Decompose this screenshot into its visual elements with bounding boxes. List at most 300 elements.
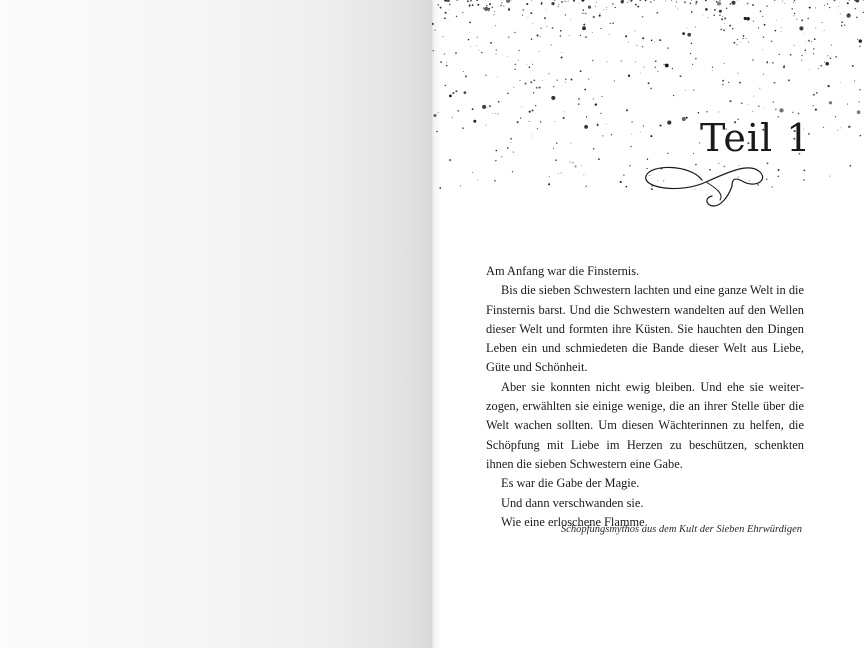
ink-dot [592, 32, 593, 33]
ink-dot [575, 166, 577, 168]
ink-dot [607, 61, 608, 62]
ink-dot [724, 17, 726, 19]
ink-dot [841, 25, 842, 26]
ink-dot [766, 62, 767, 63]
ink-dot [691, 43, 692, 44]
ink-dot [827, 3, 829, 5]
ink-dot [796, 19, 797, 20]
ink-dot [620, 181, 622, 183]
ink-dot [581, 165, 582, 166]
ink-dot [494, 11, 495, 12]
ink-dot [528, 17, 529, 18]
ink-dot [537, 128, 538, 129]
ink-dot [444, 53, 445, 54]
ink-dot [593, 148, 594, 149]
ink-dot [501, 2, 502, 3]
ink-dot [595, 103, 597, 105]
ink-dot [564, 111, 565, 112]
ink-dot [449, 9, 450, 10]
ink-dot [695, 27, 696, 28]
ink-dot [584, 89, 586, 91]
ink-dot [498, 101, 500, 103]
ink-dot [600, 13, 601, 14]
ink-dot [593, 16, 595, 18]
ink-dot [565, 14, 567, 16]
ink-dot [724, 23, 725, 24]
ink-dot [490, 42, 492, 44]
ink-dot [582, 13, 584, 15]
ink-dot [805, 50, 807, 52]
ink-dot [473, 120, 476, 123]
ink-dot [775, 30, 777, 32]
ink-dot [477, 37, 478, 38]
ink-dot [457, 110, 458, 111]
ink-dot [835, 116, 836, 117]
ink-dot [535, 105, 536, 106]
ink-dot [486, 5, 487, 6]
ink-dot [536, 34, 538, 36]
ink-dot [657, 71, 658, 72]
ink-dot [531, 38, 532, 39]
ink-dot [440, 61, 442, 63]
ink-dot [635, 31, 636, 32]
ink-dot [470, 46, 471, 47]
ink-dot [580, 35, 581, 36]
ink-dot [637, 6, 639, 8]
ink-dot [809, 69, 810, 70]
ink-dot [631, 134, 632, 135]
ink-dot [609, 34, 610, 35]
ink-dot [623, 174, 624, 175]
ink-dot [447, 0, 450, 2]
ink-dot [764, 24, 766, 26]
ink-dot [730, 3, 731, 4]
ink-dot [813, 105, 814, 106]
ink-dot [561, 1, 563, 3]
ink-dot [642, 16, 644, 18]
ink-dot [687, 28, 688, 29]
ink-dot [615, 7, 616, 8]
ink-dot [529, 121, 530, 122]
ink-dot [719, 10, 722, 13]
ink-dot [672, 68, 673, 69]
ink-dot [815, 109, 817, 111]
ink-dot [766, 5, 768, 7]
ink-dot [463, 71, 464, 72]
ink-dot [476, 0, 478, 1]
ink-dot [548, 183, 550, 185]
ink-dot [606, 9, 607, 10]
ink-dot [825, 62, 829, 66]
ink-dot [555, 121, 556, 122]
ink-dot [695, 58, 696, 59]
ink-dot [639, 0, 641, 1]
ink-dot [449, 4, 451, 6]
ink-dot [621, 60, 622, 61]
ink-dot [625, 35, 627, 37]
ink-dot [840, 13, 841, 14]
ink-dot [737, 39, 738, 40]
ink-dot [531, 0, 532, 1]
ink-dot [635, 61, 636, 62]
ink-dot [783, 65, 785, 67]
ink-dot [791, 8, 793, 10]
ink-dot [759, 88, 760, 89]
ink-dot [718, 112, 719, 113]
ink-dot [763, 36, 765, 38]
paragraph: Wie eine erloschene Flamme. [501, 514, 648, 529]
ink-dot [436, 131, 437, 132]
ink-dot [648, 82, 650, 84]
ink-dot [465, 75, 467, 77]
ink-dot [444, 0, 447, 2]
ink-dot [726, 8, 727, 9]
ink-dot [799, 26, 803, 30]
ink-dot [685, 90, 686, 91]
ink-dot [722, 16, 723, 17]
ink-dot [606, 7, 607, 8]
ink-dot [551, 96, 555, 100]
ink-dot [581, 0, 584, 2]
ink-dot [469, 4, 470, 5]
ink-dot [682, 117, 686, 121]
ink-dot [434, 114, 437, 117]
ink-dot [824, 61, 825, 62]
ink-dot [803, 33, 804, 34]
ink-dot [844, 24, 845, 25]
ink-dot [721, 18, 723, 20]
ink-dot [856, 17, 858, 19]
ink-dot [565, 79, 567, 81]
ink-dot [775, 109, 777, 111]
ink-dot [790, 54, 792, 56]
ink-dot [483, 9, 484, 10]
ink-dot [793, 2, 794, 3]
ink-dot [695, 3, 696, 4]
ink-dot [444, 17, 446, 19]
ink-dot [629, 165, 631, 167]
ink-dot [696, 1, 698, 3]
ink-dot [673, 95, 674, 96]
ink-dot [606, 124, 607, 125]
ink-dot [539, 86, 541, 88]
ink-dot [498, 6, 499, 7]
ink-dot [805, 52, 806, 53]
ink-dot [541, 4, 542, 5]
ink-dot [643, 67, 644, 68]
ink-dot [558, 173, 559, 174]
ink-dot [815, 27, 816, 28]
ink-dot [472, 172, 473, 173]
ink-dot [650, 1, 652, 3]
ink-dot [655, 60, 657, 62]
ink-dot [628, 42, 629, 43]
ink-dot [841, 21, 843, 23]
ink-dot [434, 30, 435, 31]
ink-dot [781, 31, 782, 32]
ink-dot [508, 37, 509, 38]
ink-dot [552, 27, 554, 29]
ink-dot [507, 92, 509, 94]
ink-dot [831, 44, 832, 45]
ink-dot [602, 135, 603, 136]
ink-dot [508, 8, 509, 9]
ink-dot [784, 3, 785, 4]
ink-dot [529, 111, 531, 113]
ink-dot [859, 39, 862, 42]
ink-dot [857, 39, 858, 40]
ink-dot [667, 47, 669, 49]
ink-dot [432, 23, 434, 25]
ink-dot [630, 146, 631, 147]
ink-dot [526, 3, 528, 5]
ink-dot [753, 20, 754, 21]
ink-dot [515, 64, 517, 66]
ink-dot [541, 2, 543, 4]
ink-dot [840, 82, 841, 83]
ink-dot [762, 49, 763, 50]
paragraph: Aber sie konnten nicht ewig bleiben. Und ehe sie weiterzogen, erwählten sie einige wenige, die an ihrer Stelle über die Welt wachen sollten. Um diesen Wächterinnen zu helfen, die Schöpfung mit Liebe im Herzen zu beschützen, schenkten ihnen die sieben Schwestern eine Gabe. [486, 379, 804, 471]
ink-dot [782, 1, 783, 2]
ink-dot [698, 112, 700, 114]
ink-dot [592, 60, 593, 61]
ink-dot [820, 65, 822, 67]
ink-dot [519, 80, 520, 81]
ink-dot [495, 25, 496, 26]
ink-dot [612, 3, 614, 5]
ink-dot [544, 17, 546, 19]
ink-dot [456, 0, 458, 1]
ink-dot [714, 9, 716, 11]
ink-dot [507, 147, 509, 149]
ink-dot [521, 106, 522, 107]
ink-dot [446, 62, 447, 63]
ink-dot [682, 32, 685, 35]
ink-dot [804, 170, 806, 172]
ink-dot [692, 64, 693, 65]
ink-dot [642, 37, 644, 39]
ink-dot [560, 30, 562, 32]
ink-dot [533, 23, 534, 24]
ink-dot [551, 2, 554, 5]
ink-dot [747, 104, 748, 105]
ink-dot [743, 38, 744, 39]
ink-dot [712, 70, 713, 71]
ink-dot [482, 105, 486, 109]
ink-dot [716, 1, 718, 3]
ink-dot [597, 124, 599, 126]
ink-dot [667, 121, 671, 125]
ink-dot [610, 23, 611, 24]
ink-dot [746, 17, 750, 21]
ink-dot [464, 91, 467, 94]
ink-dot [815, 7, 816, 8]
ink-dot [702, 15, 703, 16]
ink-dot [764, 107, 765, 108]
ink-dot [818, 68, 819, 69]
ink-dot [495, 113, 496, 114]
ink-dot [469, 22, 471, 24]
ink-dot [654, 41, 655, 42]
ink-dot [747, 3, 749, 5]
ink-dot [640, 132, 641, 133]
ink-dot [680, 75, 682, 77]
ink-dot [739, 82, 741, 84]
ink-dot [628, 75, 630, 77]
ink-dot [743, 35, 745, 37]
ink-dot [753, 96, 754, 97]
ink-dot [852, 65, 854, 67]
ink-dot [808, 40, 810, 42]
ink-dot [595, 6, 596, 7]
ink-dot [626, 109, 628, 111]
ink-dot [794, 15, 795, 16]
ink-dot [439, 187, 441, 189]
ink-dot [724, 63, 725, 64]
ink-dot [583, 174, 584, 175]
ink-dot [758, 105, 760, 107]
ink-dot [823, 127, 824, 128]
ink-dot [456, 54, 457, 55]
ink-dot [811, 41, 812, 42]
flourish-ornament [640, 150, 790, 212]
ink-dot [857, 110, 861, 114]
ink-dot [547, 26, 548, 27]
ink-dot [571, 143, 572, 144]
ink-dot [506, 0, 510, 3]
ink-dot [496, 150, 498, 152]
ink-dot [570, 19, 571, 20]
ink-dot [472, 108, 474, 110]
ink-dot [801, 55, 802, 56]
ink-dot [714, 15, 715, 16]
ink-dot [816, 92, 818, 94]
ink-dot [691, 11, 693, 13]
ink-dot [440, 7, 442, 9]
ink-dot [485, 125, 486, 126]
ink-dot [854, 80, 855, 81]
ink-dot [549, 176, 550, 177]
ink-dot [835, 56, 837, 58]
ink-dot [631, 121, 633, 123]
ink-dot [452, 92, 454, 94]
ink-dot [803, 179, 805, 181]
ink-dot [614, 80, 615, 81]
ink-dot [656, 12, 658, 14]
ink-dot [493, 14, 494, 15]
ink-dot [771, 41, 773, 43]
ink-dot [485, 74, 486, 75]
paragraph: Es war die Gabe der Magie. [501, 476, 640, 491]
ink-dot [438, 112, 439, 113]
ink-dot [723, 29, 725, 31]
ink-dot [533, 92, 534, 93]
ink-dot [794, 13, 795, 14]
ink-dot [788, 79, 790, 81]
ink-dot [712, 67, 713, 68]
ink-dot [487, 107, 488, 108]
ink-dot [860, 135, 862, 137]
ink-dot [752, 111, 753, 112]
ink-dot [693, 89, 694, 90]
ink-dot [798, 113, 800, 115]
ink-dot [488, 8, 490, 10]
ink-dot [600, 28, 601, 29]
ink-dot [752, 59, 754, 61]
ink-dot [517, 121, 519, 123]
ink-dot [469, 5, 471, 7]
ink-dot [603, 10, 604, 11]
ink-dot [529, 66, 530, 67]
ink-dot [497, 77, 498, 78]
ink-dot [460, 185, 461, 186]
ink-dot [456, 16, 457, 17]
ink-dot [445, 85, 447, 87]
ink-dot [671, 0, 672, 1]
ink-dot [558, 4, 559, 5]
ink-dot [554, 0, 556, 1]
ink-dot [455, 90, 457, 92]
ink-dot [774, 0, 775, 1]
ink-dot [846, 13, 850, 17]
ink-dot [829, 176, 830, 177]
ink-dot [627, 2, 628, 3]
ink-dot [640, 73, 641, 74]
ink-dot [445, 12, 447, 14]
ink-dot [570, 162, 571, 163]
ink-dot [562, 52, 563, 53]
ink-dot [847, 104, 848, 105]
ink-dot [449, 159, 451, 161]
ink-dot [560, 35, 562, 37]
ink-dot [510, 138, 512, 140]
ink-dot [540, 28, 541, 29]
ink-dot [689, 2, 691, 4]
ink-dot [677, 9, 678, 10]
ink-dot [476, 45, 477, 46]
ink-dot [492, 7, 493, 8]
ink-dot [530, 81, 532, 83]
ink-dot [548, 73, 549, 74]
ink-dot [438, 4, 439, 5]
ink-dot [837, 130, 838, 131]
ink-dot [586, 186, 587, 187]
ink-dot [705, 8, 708, 11]
ink-dot [854, 8, 856, 10]
ink-dot [838, 6, 839, 7]
ink-dot [772, 62, 774, 64]
ink-dot [719, 14, 721, 16]
ink-dot [468, 39, 470, 41]
ink-dot [558, 6, 559, 7]
ink-dot [847, 2, 849, 4]
ink-dot [630, 1, 632, 3]
ink-dot [598, 158, 600, 160]
ink-dot [498, 113, 499, 114]
ink-dot [599, 15, 601, 17]
ink-dot [642, 46, 644, 48]
ink-dot [583, 9, 584, 10]
ink-dot [654, 66, 656, 68]
ink-dot [767, 61, 768, 62]
ink-dot [532, 64, 533, 65]
ink-dot [496, 49, 497, 50]
ink-dot [822, 22, 823, 23]
ink-dot [553, 86, 554, 87]
ink-dot [588, 79, 589, 80]
ink-dot [687, 33, 691, 37]
ink-dot [585, 36, 587, 38]
